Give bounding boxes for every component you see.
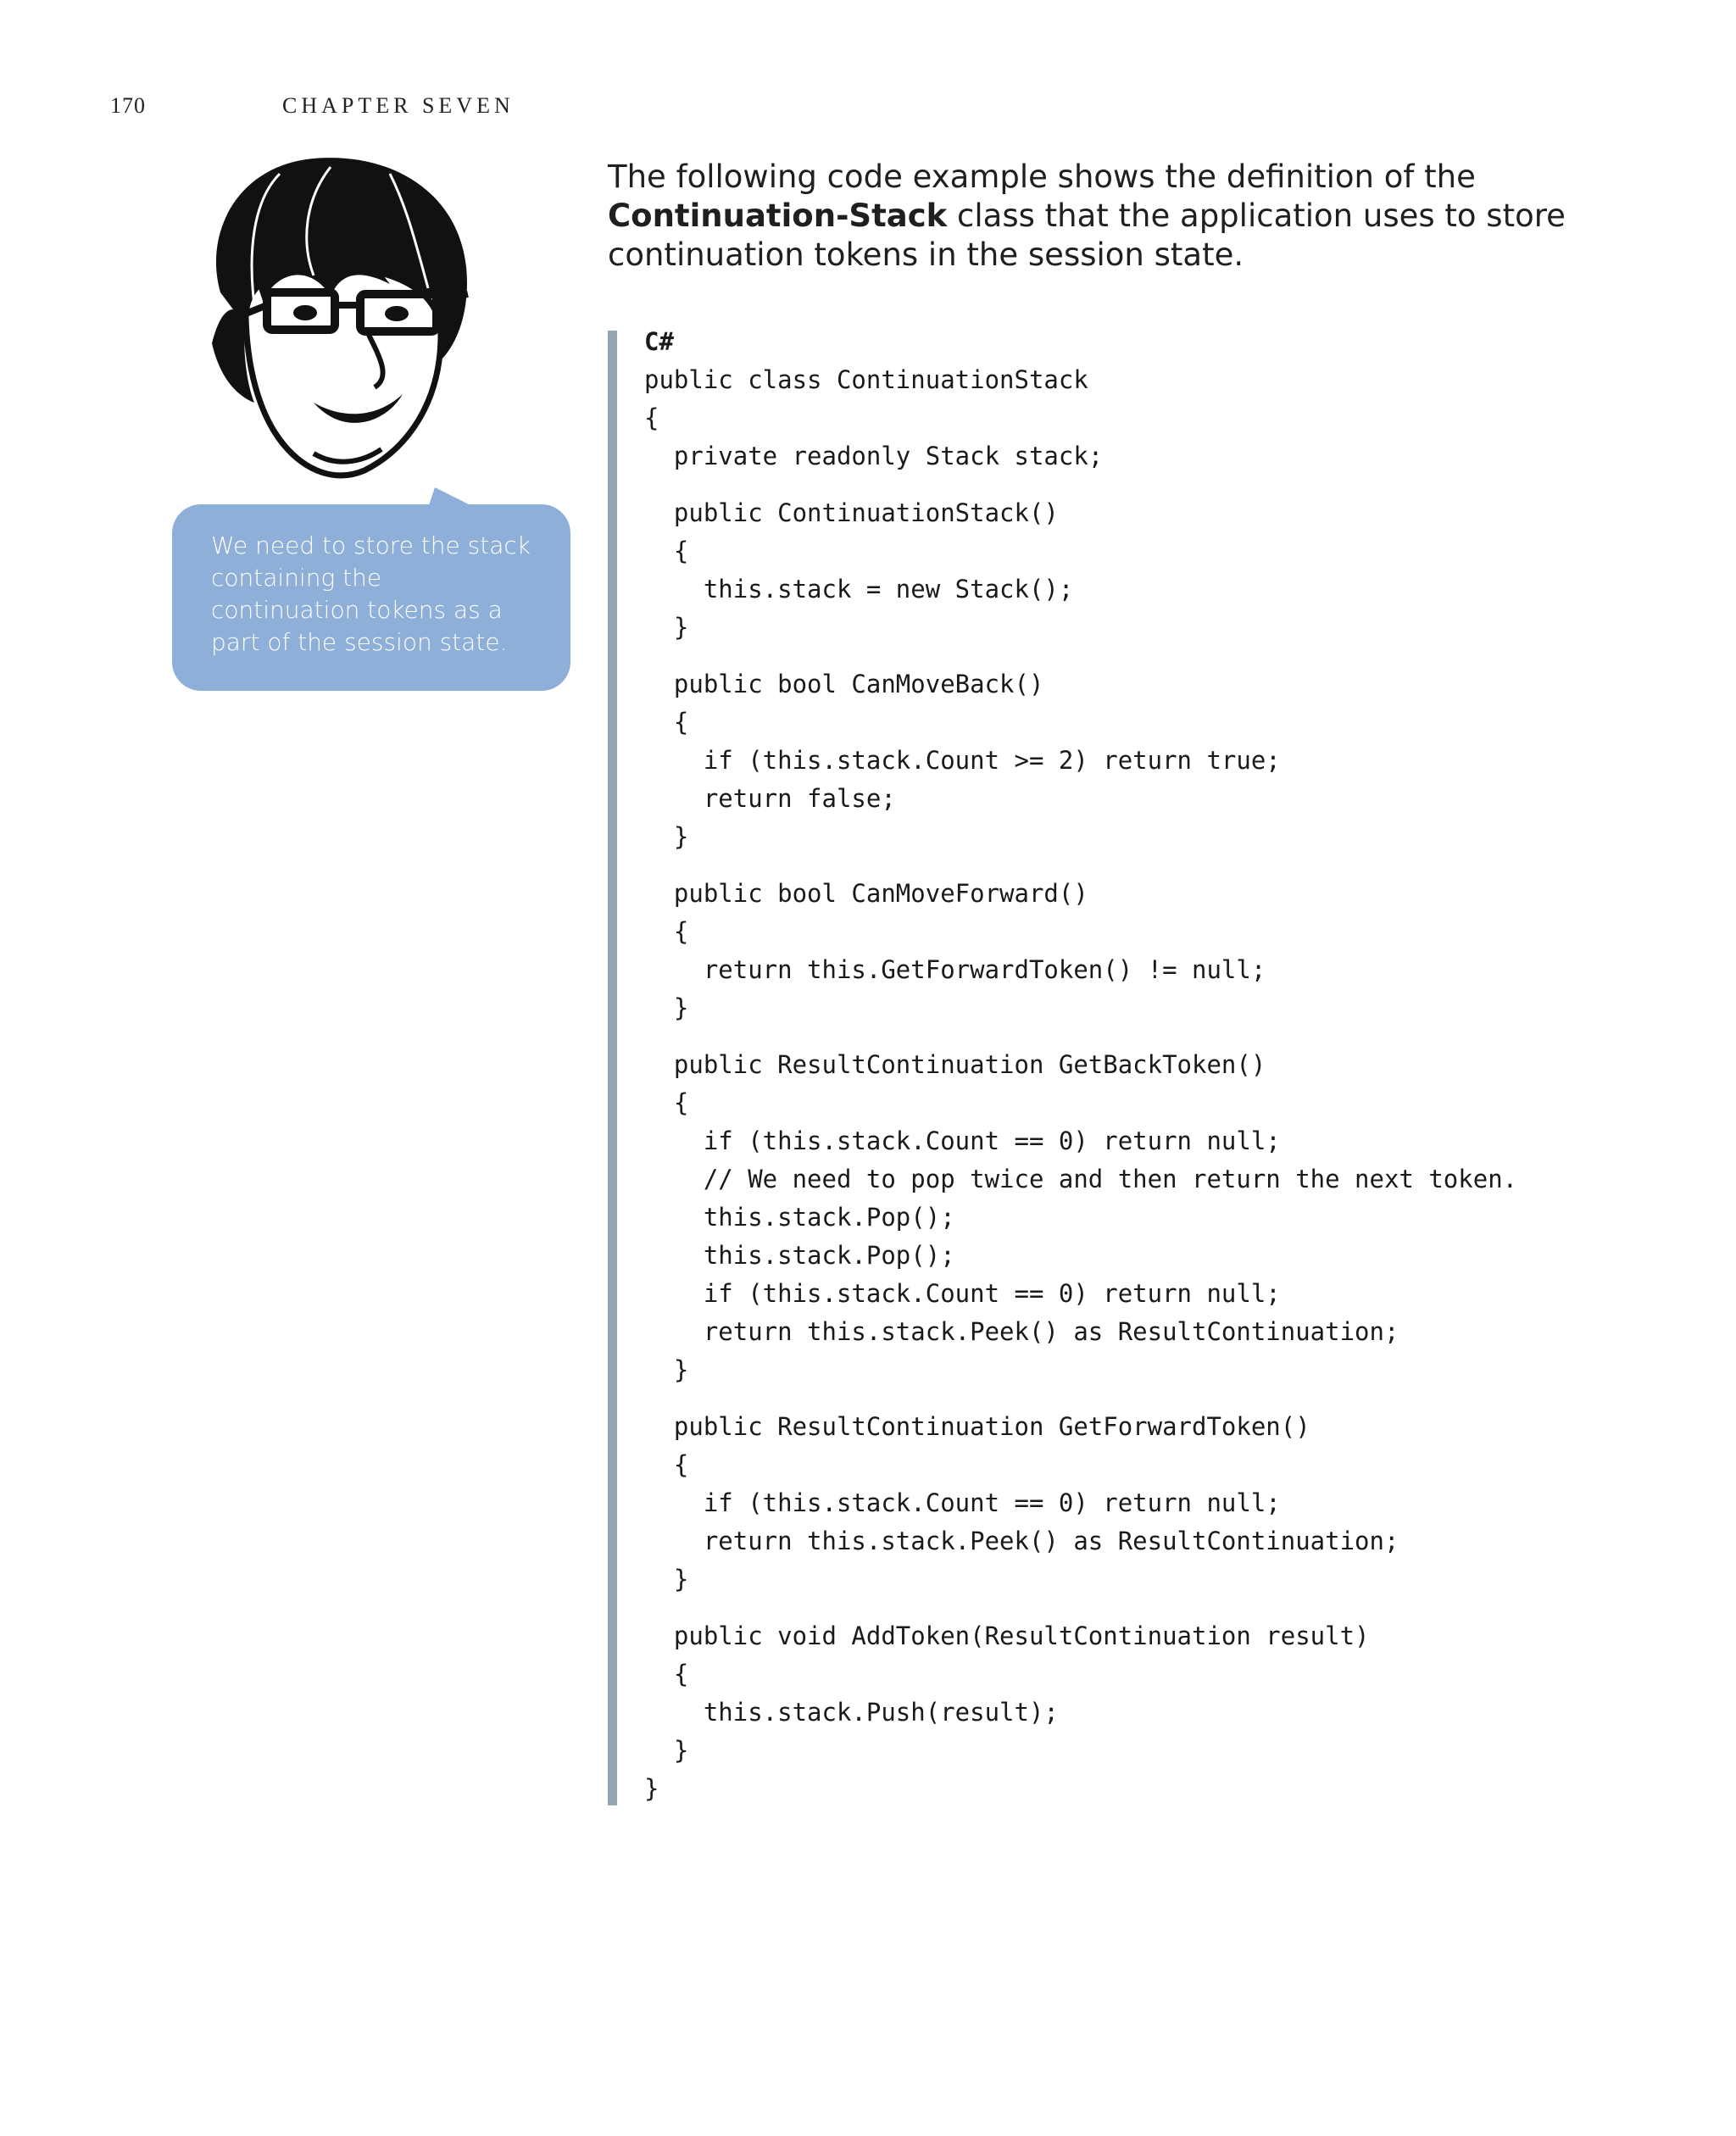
code-line: this.stack.Pop(); <box>644 1241 955 1270</box>
page-number: 170 <box>110 93 146 118</box>
code-line: return this.stack.Peek() as ResultContinuation; <box>644 1317 1399 1346</box>
intro-text-start: The following code example shows the definition of the <box>608 159 1476 195</box>
code-language: C# <box>644 327 674 356</box>
code-line: } <box>644 1774 659 1803</box>
code-line: } <box>644 993 689 1022</box>
code-line: { <box>644 1088 689 1117</box>
code-line: { <box>644 403 659 432</box>
code-line: public ResultContinuation GetForwardToken() <box>644 1412 1310 1441</box>
chapter-title: CHAPTER SEVEN <box>282 93 515 118</box>
code-line: } <box>644 613 689 642</box>
code-side-bar <box>608 331 617 1805</box>
code-line: public ContinuationStack() <box>644 498 1059 527</box>
code-line: } <box>644 1565 689 1594</box>
code-line: this.stack.Push(result); <box>644 1698 1059 1727</box>
code-line: { <box>644 537 689 565</box>
code-line: this.stack.Pop(); <box>644 1203 955 1232</box>
speech-bubble <box>172 504 570 691</box>
code-line: private readonly Stack stack; <box>644 442 1104 470</box>
code-line: public bool CanMoveForward() <box>644 879 1088 908</box>
code-line: if (this.stack.Count >= 2) return true; <box>644 746 1281 775</box>
code-line: { <box>644 917 689 946</box>
code-line: public class ContinuationStack <box>644 365 1088 394</box>
code-line: return this.stack.Peek() as ResultContinuation; <box>644 1527 1399 1555</box>
code-line: return false; <box>644 784 896 813</box>
code-line: return this.GetForwardToken() != null; <box>644 955 1266 984</box>
code-line: if (this.stack.Count == 0) return null; <box>644 1279 1281 1308</box>
code-block <box>644 323 1517 1808</box>
avatar-icon <box>186 148 492 487</box>
code-comment: // We need to pop twice and then return the next token. <box>644 1165 1518 1193</box>
code-line: public void AddToken(ResultContinuation result) <box>644 1621 1370 1650</box>
code-line: } <box>644 822 689 851</box>
code-line: if (this.stack.Count == 0) return null; <box>644 1488 1281 1517</box>
code-line: { <box>644 1660 689 1688</box>
code-line: public bool CanMoveBack() <box>644 670 1044 698</box>
code-line: } <box>644 1355 689 1384</box>
code-line: { <box>644 708 689 737</box>
code-line: public ResultContinuation GetBackToken() <box>644 1050 1266 1079</box>
code-line: if (this.stack.Count == 0) return null; <box>644 1126 1281 1155</box>
code-line: } <box>644 1736 689 1765</box>
code-line: this.stack = new Stack(); <box>644 575 1074 604</box>
intro-paragraph <box>608 158 1574 275</box>
class-name: Continuation-Stack <box>608 197 948 234</box>
intro-text-end: class that the application uses to store continuation tokens in the session state. <box>608 197 1566 273</box>
code-line: { <box>644 1450 689 1479</box>
speech-bubble-text: We need to store the stack containing the continuation tokens as a part of the session state. <box>211 531 531 656</box>
